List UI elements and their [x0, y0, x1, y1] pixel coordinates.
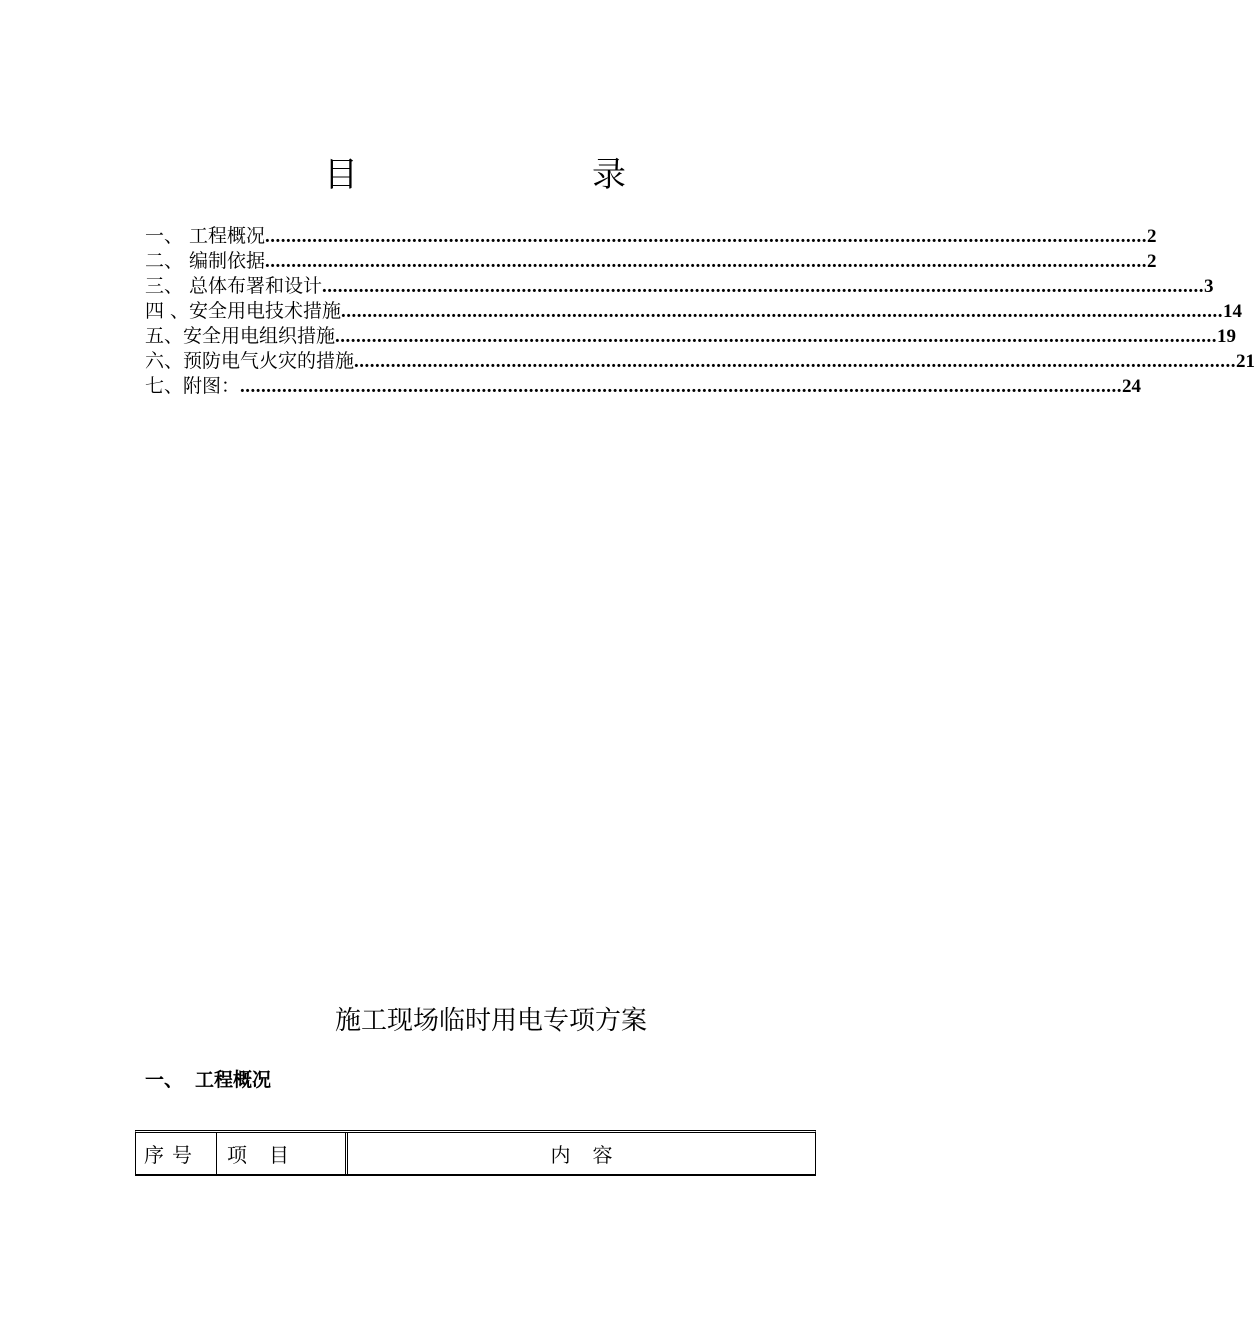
toc-entry-text: 四 、安全用电技术措施	[145, 300, 342, 322]
toc-entry-text: 三、 总体布署和设计	[145, 275, 323, 297]
document-title: 施工现场临时用电专项方案	[335, 1006, 648, 1036]
toc-entry-page: 21	[1236, 351, 1255, 372]
toc-title: 目 录	[324, 155, 726, 195]
toc-leader-dots: ........................................................................................................................................................................	[354, 351, 1237, 372]
section-number: 一、	[145, 1069, 184, 1091]
toc-entry[interactable]	[145, 299, 1243, 324]
toc-leader-dots: ........................................................................................................................................................................	[322, 276, 1205, 297]
table-header-index: 序号	[136, 1133, 217, 1174]
toc-list	[145, 224, 1255, 399]
toc-entry-text: 七、附图：	[145, 375, 241, 397]
toc-entry[interactable]	[145, 224, 1157, 249]
table-header-content: 内容	[550, 1143, 635, 1167]
toc-entry-text: 二、 编制依据	[145, 250, 266, 272]
toc-entry[interactable]	[145, 374, 1142, 399]
table-header-item: 项目	[217, 1133, 348, 1174]
toc-leader-dots: ........................................................................................................................................................................	[265, 251, 1148, 272]
toc-leader-dots: ........................................................................................................................................................................	[240, 376, 1123, 397]
toc-leader-dots: ........................................................................................................................................................................	[341, 301, 1224, 322]
toc-entry-page: 14	[1223, 301, 1243, 322]
section-title: 工程概况	[195, 1069, 272, 1091]
toc-entry[interactable]	[145, 349, 1255, 374]
toc-entry-text: 一、 工程概况	[145, 225, 266, 247]
toc-entry-page: 19	[1217, 326, 1237, 347]
toc-leader-dots: ........................................................................................................................................................................	[335, 326, 1218, 347]
toc-entry-text: 五、安全用电组织措施	[145, 325, 336, 347]
toc-entry[interactable]	[145, 274, 1214, 299]
toc-entry-page: 2	[1147, 226, 1157, 247]
project-info-table	[135, 1130, 816, 1176]
toc-entry-text: 六、预防电气火灾的措施	[145, 350, 355, 372]
toc-entry[interactable]	[145, 249, 1157, 274]
toc-entry[interactable]	[145, 324, 1237, 349]
toc-entry-page: 3	[1204, 276, 1214, 297]
toc-entry-page: 2	[1147, 251, 1157, 272]
toc-leader-dots: ........................................................................................................................................................................	[265, 226, 1148, 247]
section-heading	[145, 1066, 271, 1094]
toc-entry-page: 24	[1122, 376, 1142, 397]
